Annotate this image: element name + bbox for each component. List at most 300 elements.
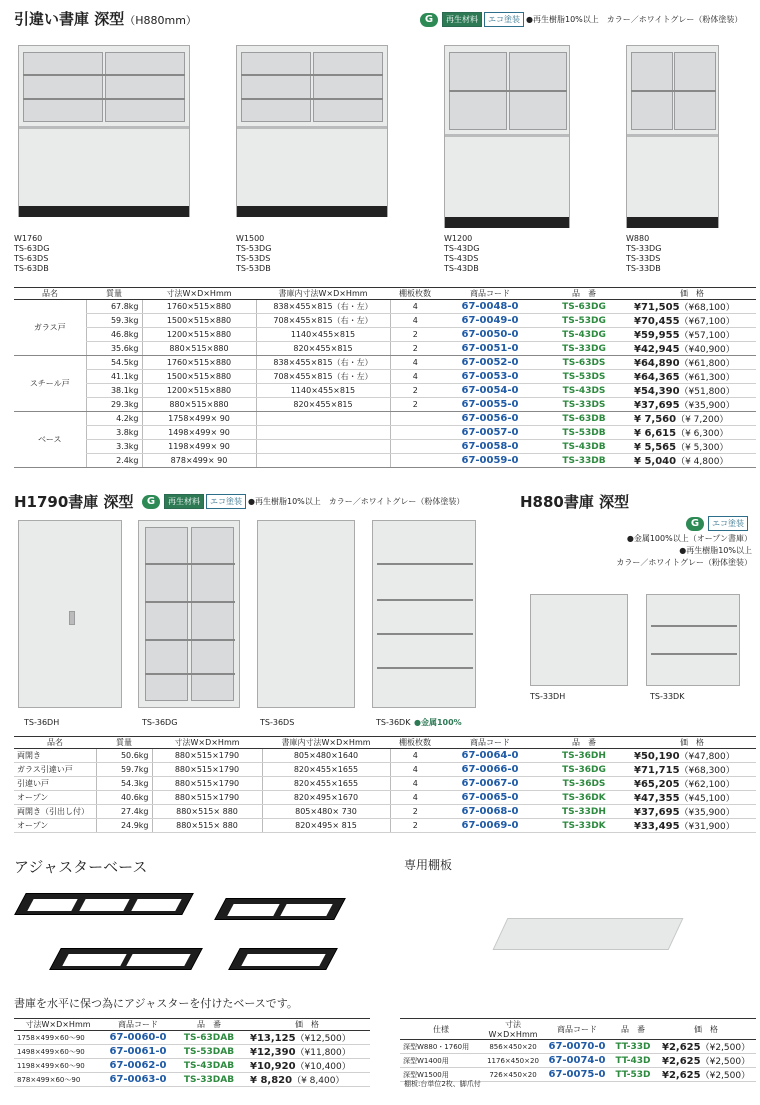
shelves-cell: 2 (390, 342, 440, 356)
price-base: （¥11,800） (295, 1048, 351, 1058)
table-row (14, 777, 756, 791)
table-row (14, 426, 756, 440)
mass-cell: 27.4kg (96, 805, 152, 819)
part-number-cell: TS-53DG (540, 314, 628, 328)
product-code-cell: 67-0055-0 (440, 398, 540, 412)
price-base: （¥45,100） (679, 794, 735, 804)
product-code-cell: 67-0049-0 (440, 314, 540, 328)
table-row (14, 398, 756, 412)
dim-cell: 880×515×1790 (152, 763, 262, 777)
price-base: （¥35,900） (679, 401, 735, 411)
inner-dim-cell: 805×480× 730 (262, 805, 390, 819)
product-code-cell: 67-0052-0 (440, 356, 540, 370)
part-number-cell: TS-43DS (540, 384, 628, 398)
price-cell (244, 1031, 370, 1045)
price-value: ¥47,355 (634, 793, 680, 804)
dim-cell: 878×499× 90 (142, 454, 256, 468)
price-value: ¥33,495 (634, 821, 680, 832)
inner-dim-cell: 820×455×815 (256, 342, 390, 356)
inner-dim-cell (256, 454, 390, 468)
table-row (400, 1040, 756, 1054)
part-number-cell: TS-53DB (540, 426, 628, 440)
cabinet-image-ts36dg (138, 520, 240, 708)
column-header: 商品コード (102, 1019, 174, 1031)
price-cell (628, 440, 756, 454)
caption-w880: W880 TS-33DG TS-33DS TS-33DB (626, 234, 662, 273)
name-cell: 両開き (14, 749, 96, 763)
column-header: 質量 (86, 288, 142, 300)
table-row (14, 763, 756, 777)
price-table-sliding (14, 287, 756, 468)
shelves-cell: 2 (390, 328, 440, 342)
table-row (14, 454, 756, 468)
shelves-cell: 2 (390, 819, 440, 833)
product-code-cell: 67-0050-0 (440, 328, 540, 342)
cabinet-image-w1200 (444, 45, 570, 228)
adjuster-base-description: 書庫を水平に保つ為にアジャスターを付けたベースです。 (14, 997, 298, 1010)
price-value: ¥54,390 (634, 386, 680, 397)
part-number-cell: TS-33DAB (174, 1073, 244, 1087)
shelves-cell: 4 (390, 763, 440, 777)
section-title-h880: H880書庫 深型 (520, 493, 630, 511)
base-image-3 (214, 898, 346, 920)
badge-eco-paint: エコ塗装 (484, 12, 524, 27)
caption-ts36ds: TS-36DS (260, 718, 295, 727)
product-code-cell: 67-0066-0 (440, 763, 540, 777)
column-header: 棚板枚数 (390, 288, 440, 300)
dim-cell: 726×450×20 (482, 1068, 544, 1082)
caption-ts36dg: TS-36DG (142, 718, 178, 727)
product-code-cell: 67-0070-0 (544, 1040, 610, 1054)
price-cell (628, 328, 756, 342)
part-number-cell: TS-33DH (540, 805, 628, 819)
column-header: 品名 (14, 288, 86, 300)
shelves-cell (390, 440, 440, 454)
column-header: 価 格 (244, 1019, 370, 1031)
mass-cell: 54.5kg (86, 356, 142, 370)
price-cell (628, 777, 756, 791)
shelves-cell (390, 454, 440, 468)
price-cell (628, 300, 756, 314)
inner-dim-cell: 1140×455×815 (256, 384, 390, 398)
cabinet-image-w1760 (18, 45, 190, 217)
price-cell (628, 749, 756, 763)
mass-cell: 2.4kg (86, 454, 142, 468)
price-value: ¥50,190 (634, 751, 680, 762)
dim-cell: 880×515× 880 (152, 819, 262, 833)
eco-notes-h1790: G 再生材料 エコ塗装 ●再生樹脂10%以上 カラー／ホワイトグレー（粉体塗装） (142, 494, 464, 509)
price-base: （¥68,300） (679, 766, 735, 776)
table-row (14, 805, 756, 819)
column-header: 品 番 (540, 288, 628, 300)
table-row (14, 342, 756, 356)
spec-cell: 深型W1500用 (400, 1068, 482, 1082)
price-cell (656, 1068, 756, 1082)
dim-cell: 856×450×20 (482, 1040, 544, 1054)
note-resin: ●再生樹脂10%以上 (526, 15, 599, 24)
price-value: ¥71,715 (634, 765, 680, 776)
product-code-cell: 67-0068-0 (440, 805, 540, 819)
part-number-cell: TS-33DS (540, 398, 628, 412)
column-header: 商品コード (440, 737, 540, 749)
inner-dim-cell (256, 440, 390, 454)
part-number-cell: TS-33DK (540, 819, 628, 833)
section-title-sliding-cabinet (14, 8, 197, 29)
part-number-cell: TT-53D (610, 1068, 656, 1082)
price-value: ¥2,625 (662, 1056, 701, 1067)
shelves-cell: 2 (390, 398, 440, 412)
caption-metal100: ●金属100% (414, 718, 462, 727)
dim-cell: 878×499×60〜90 (14, 1073, 102, 1087)
caption-ts36dk: TS-36DK (376, 718, 411, 727)
mass-cell: 3.8kg (86, 426, 142, 440)
mass-cell: 38.1kg (86, 384, 142, 398)
product-code-cell: 67-0063-0 (102, 1073, 174, 1087)
price-value: ¥ 8,820 (250, 1075, 293, 1086)
column-header: 寸法W×D×Hmm (152, 737, 262, 749)
mass-cell: 50.6kg (96, 749, 152, 763)
group-label: スチール戸 (14, 356, 86, 412)
table-row (14, 1031, 370, 1045)
price-cell (628, 412, 756, 426)
inner-dim-cell: 820×495× 815 (262, 819, 390, 833)
caption-ts33dh: TS-33DH (530, 692, 566, 701)
product-code-cell: 67-0065-0 (440, 791, 540, 805)
table-row (14, 370, 756, 384)
price-table-adjuster (14, 1018, 370, 1087)
shelves-cell (390, 412, 440, 426)
mass-cell: 29.3kg (86, 398, 142, 412)
product-code-cell: 67-0051-0 (440, 342, 540, 356)
inner-dim-cell: 805×480×1640 (262, 749, 390, 763)
price-value: ¥12,390 (250, 1047, 296, 1058)
price-base: （¥40,900） (679, 345, 735, 355)
notes-h880: ●金属100%以上（オープン書庫） ●再生樹脂10%以上 カラー／ホワイトグレー（粉体塗装） (616, 534, 752, 567)
base-image-2 (49, 948, 203, 970)
cabinet-image-ts33dh (530, 594, 628, 686)
product-code-cell: 67-0074-0 (544, 1054, 610, 1068)
part-number-cell: TS-53DAB (174, 1045, 244, 1059)
price-cell (628, 314, 756, 328)
shelves-cell: 4 (390, 300, 440, 314)
name-cell: 両開き（引出し付） (14, 805, 96, 819)
table-row (14, 314, 756, 328)
product-code-cell: 67-0048-0 (440, 300, 540, 314)
part-number-cell: TS-63DAB (174, 1031, 244, 1045)
cabinet-image-ts36dk (372, 520, 476, 708)
column-header: 寸法W×D×Hmm (14, 1019, 102, 1031)
dim-cell: 1200×515×880 (142, 384, 256, 398)
section-title-h1790: H1790書庫 深型 (14, 493, 134, 511)
price-base: （¥62,100） (679, 780, 735, 790)
inner-dim-cell: 708×455×815（右・左） (256, 314, 390, 328)
badge-recycled: 再生材料 (442, 12, 482, 27)
dim-cell: 1198×499× 90 (142, 440, 256, 454)
price-value: ¥64,365 (634, 372, 680, 383)
table-row (14, 412, 756, 426)
column-header: 価 格 (628, 288, 756, 300)
dim-cell: 1498×499×60〜90 (14, 1045, 102, 1059)
mass-cell: 40.6kg (96, 791, 152, 805)
table-row (14, 749, 756, 763)
part-number-cell: TS-63DB (540, 412, 628, 426)
caption-ts33dk: TS-33DK (650, 692, 685, 701)
group-label: ガラス戸 (14, 300, 86, 356)
price-value: ¥ 7,560 (634, 414, 677, 425)
price-value: ¥37,695 (634, 807, 680, 818)
price-cell (628, 356, 756, 370)
green-mark-icon: G (142, 495, 160, 509)
cabinet-image-w880 (626, 45, 719, 228)
group-label: ベース (14, 412, 86, 468)
column-header: 価 格 (628, 737, 756, 749)
inner-dim-cell: 820×455×815 (256, 398, 390, 412)
product-code-cell: 67-0059-0 (440, 454, 540, 468)
product-code-cell: 67-0067-0 (440, 777, 540, 791)
inner-dim-cell: 838×455×815（右・左） (256, 300, 390, 314)
caption-w1200: W1200 TS-43DG TS-43DS TS-43DB (444, 234, 480, 273)
dim-cell: 880×515×1790 (152, 791, 262, 805)
shelves-cell (390, 426, 440, 440)
part-number-cell: TS-43DG (540, 328, 628, 342)
price-base: （¥10,400） (295, 1062, 351, 1072)
mass-cell: 24.9kg (96, 819, 152, 833)
price-cell (244, 1073, 370, 1087)
product-code-cell: 67-0061-0 (102, 1045, 174, 1059)
table-row (14, 1059, 370, 1073)
price-cell (244, 1059, 370, 1073)
product-code-cell: 67-0060-0 (102, 1031, 174, 1045)
column-header: 寸法W×D×Hmm (482, 1019, 544, 1040)
table-row (14, 1045, 370, 1059)
price-cell (244, 1045, 370, 1059)
inner-dim-cell (256, 426, 390, 440)
cabinet-image-ts33dk (646, 594, 740, 686)
table-row (400, 1054, 756, 1068)
table-row (14, 791, 756, 805)
mass-cell: 41.1kg (86, 370, 142, 384)
shelves-cell: 4 (390, 356, 440, 370)
column-header: 書庫内寸法W×D×Hmm (262, 737, 390, 749)
part-number-cell: TS-63DS (540, 356, 628, 370)
mass-cell: 59.7kg (96, 763, 152, 777)
cabinet-image-ts36dh (18, 520, 122, 708)
base-image-1 (14, 893, 194, 915)
product-code-cell: 67-0058-0 (440, 440, 540, 454)
column-header: 仕様 (400, 1019, 482, 1040)
part-number-cell: TS-63DG (540, 300, 628, 314)
inner-dim-cell (256, 412, 390, 426)
inner-dim-cell: 820×455×1655 (262, 763, 390, 777)
part-number-cell: TS-43DAB (174, 1059, 244, 1073)
price-cell (628, 791, 756, 805)
part-number-cell: TS-36DS (540, 777, 628, 791)
section-title-adjuster-base: アジャスターベース (14, 858, 148, 876)
shelves-cell: 4 (390, 314, 440, 328)
table-row (14, 300, 756, 314)
price-cell (628, 805, 756, 819)
part-number-cell: TS-33DB (540, 454, 628, 468)
product-code-cell: 67-0075-0 (544, 1068, 610, 1082)
price-base: （¥ 6,300） (676, 429, 729, 439)
green-mark-icon: G (420, 13, 438, 27)
section-title-shelf-board: 専用棚板 (404, 858, 453, 872)
product-code-cell: 67-0064-0 (440, 749, 540, 763)
shelf-board-image (493, 918, 684, 950)
price-base: （¥67,100） (679, 317, 735, 327)
price-value: ¥2,625 (662, 1042, 701, 1053)
caption-w1760: W1760 TS-63DG TS-63DS TS-63DB (14, 234, 50, 273)
shelves-cell: 4 (390, 749, 440, 763)
shelves-cell: 2 (390, 805, 440, 819)
price-cell (628, 763, 756, 777)
price-value: ¥65,205 (634, 779, 680, 790)
mass-cell: 46.8kg (86, 328, 142, 342)
dim-cell: 1760×515×880 (142, 356, 256, 370)
name-cell: オープン (14, 791, 96, 805)
dim-cell: 1200×515×880 (142, 328, 256, 342)
table-row (14, 328, 756, 342)
part-number-cell: TS-36DG (540, 763, 628, 777)
price-base: （¥ 8,400） (292, 1076, 345, 1086)
price-base: （¥2,500） (700, 1057, 751, 1067)
base-image-4 (228, 948, 338, 970)
price-base: （¥61,800） (679, 359, 735, 369)
dim-cell: 1198×499×60〜90 (14, 1059, 102, 1073)
price-value: ¥37,695 (634, 400, 680, 411)
green-mark-icon: G (686, 517, 704, 531)
price-base: （¥35,900） (679, 808, 735, 818)
dim-cell: 880×515× 880 (152, 805, 262, 819)
dim-cell: 880×515×880 (142, 342, 256, 356)
caption-ts36dh: TS-36DH (24, 718, 60, 727)
part-number-cell: TS-43DB (540, 440, 628, 454)
price-cell (628, 454, 756, 468)
title-text: 引違い書庫 深型 (14, 10, 125, 28)
product-code-cell: 67-0062-0 (102, 1059, 174, 1073)
spec-cell: 深型W880・1760用 (400, 1040, 482, 1054)
table-row (14, 1073, 370, 1087)
table-row (14, 440, 756, 454)
price-value: ¥71,505 (634, 302, 680, 313)
part-number-cell: TS-53DS (540, 370, 628, 384)
price-base: （¥51,800） (679, 387, 735, 397)
column-header: 品名 (14, 737, 96, 749)
price-cell (628, 342, 756, 356)
dim-cell: 1176×450×20 (482, 1054, 544, 1068)
eco-notes (420, 12, 760, 27)
column-header: 商品コード (440, 288, 540, 300)
name-cell: 引違い戸 (14, 777, 96, 791)
price-base: （¥ 5,300） (676, 443, 729, 453)
price-value: ¥13,125 (250, 1033, 296, 1044)
price-cell (628, 819, 756, 833)
caption-w1500: W1500 TS-53DG TS-53DS TS-53DB (236, 234, 272, 273)
mass-cell: 4.2kg (86, 412, 142, 426)
price-table-h1790 (14, 736, 756, 833)
price-value: ¥64,890 (634, 358, 680, 369)
shelves-cell: 4 (390, 791, 440, 805)
note-color: カラー／ホワイトグレー（粉体塗装） (606, 15, 743, 24)
part-number-cell: TS-36DK (540, 791, 628, 805)
price-cell (628, 426, 756, 440)
price-value: ¥ 5,565 (634, 442, 677, 453)
spec-cell: 深型W1400用 (400, 1054, 482, 1068)
dim-cell: 880×515×1790 (152, 749, 262, 763)
dim-cell: 1500×515×880 (142, 314, 256, 328)
price-value: ¥ 5,040 (634, 456, 677, 467)
column-header: 価 格 (656, 1019, 756, 1040)
part-number-cell: TT-33D (610, 1040, 656, 1054)
shelves-cell: 4 (390, 370, 440, 384)
price-base: （¥31,900） (679, 822, 735, 832)
mass-cell: 54.3kg (96, 777, 152, 791)
shelves-cell: 4 (390, 777, 440, 791)
shelf-footnote: 棚板:台単位2枚、脚爪付 (404, 1080, 481, 1088)
product-code-cell: 67-0056-0 (440, 412, 540, 426)
price-value: ¥2,625 (662, 1070, 701, 1081)
column-header: 商品コード (544, 1019, 610, 1040)
price-base: （¥ 4,800） (676, 457, 729, 467)
title-sub: （H880mm） (124, 14, 197, 27)
price-base: （¥47,800） (679, 752, 735, 762)
dim-cell: 1760×515×880 (142, 300, 256, 314)
mass-cell: 3.3kg (86, 440, 142, 454)
mass-cell: 35.6kg (86, 342, 142, 356)
product-code-cell: 67-0057-0 (440, 426, 540, 440)
price-base: （¥2,500） (700, 1043, 751, 1053)
product-code-cell: 67-0069-0 (440, 819, 540, 833)
product-code-cell: 67-0053-0 (440, 370, 540, 384)
part-number-cell: TS-33DG (540, 342, 628, 356)
price-base: （¥61,300） (679, 373, 735, 383)
price-base: （¥ 7,200） (676, 415, 729, 425)
inner-dim-cell: 820×455×1655 (262, 777, 390, 791)
price-cell (628, 398, 756, 412)
column-header: 品 番 (540, 737, 628, 749)
part-number-cell: TS-36DH (540, 749, 628, 763)
name-cell: オープン (14, 819, 96, 833)
dim-cell: 880×515×1790 (152, 777, 262, 791)
price-table-shelf (400, 1018, 756, 1082)
eco-badge-h880: G エコ塗装 (686, 516, 750, 531)
price-cell (656, 1054, 756, 1068)
dim-cell: 1758×499×60〜90 (14, 1031, 102, 1045)
column-header: 棚板枚数 (390, 737, 440, 749)
inner-dim-cell: 1140×455×815 (256, 328, 390, 342)
price-cell (628, 384, 756, 398)
price-cell (628, 370, 756, 384)
shelves-cell: 2 (390, 384, 440, 398)
dim-cell: 880×515×880 (142, 398, 256, 412)
price-base: （¥68,100） (679, 303, 735, 313)
column-header: 書庫内寸法W×D×Hmm (256, 288, 390, 300)
inner-dim-cell: 820×495×1670 (262, 791, 390, 805)
inner-dim-cell: 708×455×815（右・左） (256, 370, 390, 384)
column-header: 寸法W×D×Hmm (142, 288, 256, 300)
price-value: ¥42,945 (634, 344, 680, 355)
price-value: ¥ 6,615 (634, 428, 677, 439)
cabinet-image-w1500 (236, 45, 388, 217)
price-value: ¥10,920 (250, 1061, 296, 1072)
table-row (14, 819, 756, 833)
dim-cell: 1500×515×880 (142, 370, 256, 384)
price-value: ¥70,455 (634, 316, 680, 327)
price-base: （¥2,500） (700, 1071, 751, 1081)
dim-cell: 1498×499× 90 (142, 426, 256, 440)
price-base: （¥12,500） (295, 1034, 351, 1044)
name-cell: ガラス引違い戸 (14, 763, 96, 777)
